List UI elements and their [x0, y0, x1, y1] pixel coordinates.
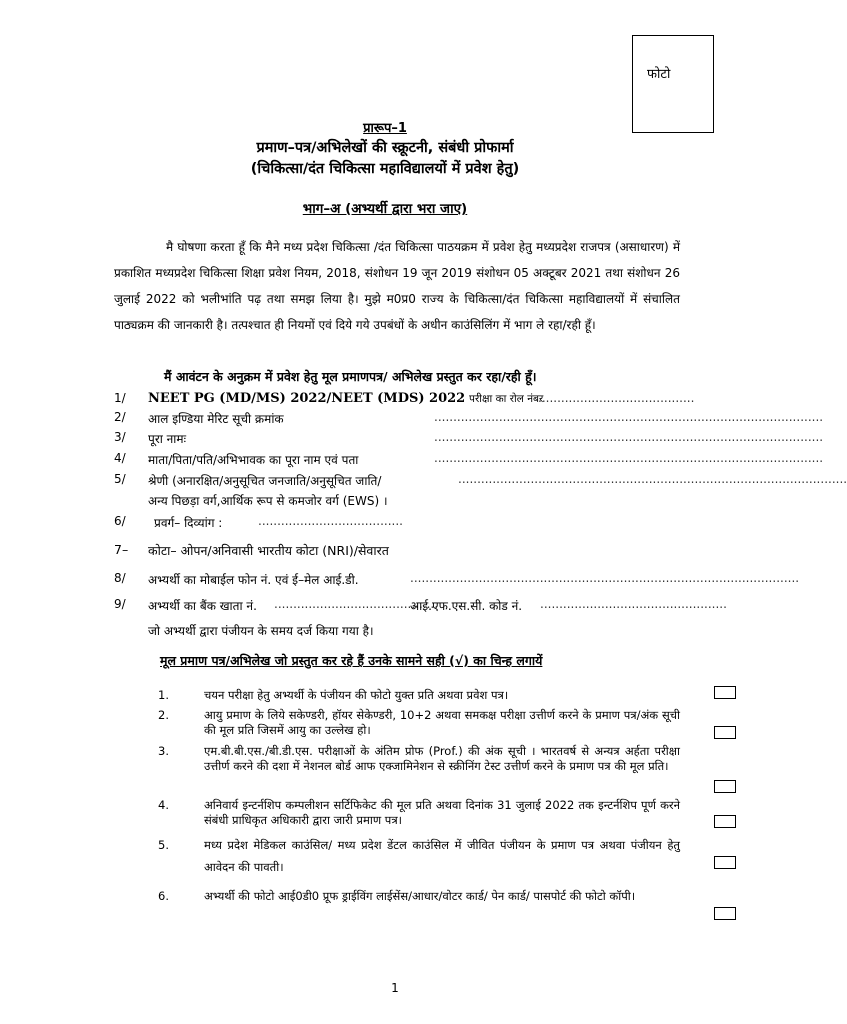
- field-number: 7–: [114, 542, 129, 557]
- field-disability: [114, 514, 680, 534]
- field-label: श्रेणी (अनारक्षित/अनुसूचित जनजाति/अनुसूचित जाति/: [148, 474, 382, 488]
- declaration-paragraph: [114, 234, 680, 338]
- item-text: अनिवार्य इन्टर्नशिप कम्पलीशन सर्टिफिकेट की मूल प्रति अथवा दिनांक 31 जुलाई 2022 तक इन्टर्नशिप पूर्ण करने संबंधी प्राधिकृत अधिकारी द्वारा जारी प्रमाण पत्र।: [204, 798, 680, 827]
- field-quota: [114, 542, 680, 562]
- checkbox[interactable]: [714, 907, 736, 920]
- part-heading: भाग–अ (अभ्यर्थी द्वारा भरा जाए): [302, 201, 468, 217]
- fill-dots[interactable]: ......................................................................................................: [434, 430, 824, 444]
- fill-dots[interactable]: ......................................................................................................: [434, 410, 824, 424]
- field-number: 2/: [114, 410, 126, 424]
- form-number: प्रारूप–1: [363, 121, 407, 136]
- field-label: माता/पिता/पति/अभिभावक का पूरा नाम एवं पता: [148, 453, 359, 467]
- item-number: 2.: [158, 708, 169, 722]
- fill-dots[interactable]: ......................................................................................................: [410, 571, 800, 585]
- fill-dots[interactable]: .........................................: [538, 391, 695, 405]
- field-label: प्रवर्ग– दिव्यांग :: [154, 516, 223, 530]
- field-number: 6/: [114, 514, 126, 528]
- checkbox[interactable]: [714, 686, 736, 699]
- checkbox[interactable]: [714, 856, 736, 869]
- field-bank-cont: [114, 622, 680, 642]
- form-title: प्रमाण–पत्र/अभिलेखों की स्क्रूटनी, संबंधी प्रोफार्मा: [256, 140, 514, 156]
- fill-dots[interactable]: .................................................: [540, 597, 727, 611]
- item-text: चयन परीक्षा हेतु अभ्यर्थी के पंजीयन की फोटो युक्त प्रति अथवा प्रवेश पत्र।: [204, 688, 509, 702]
- item-text: अभ्यर्थी की फोटो आई0डी0 प्रूफ ड्राईविंग लाईसेंस/आधार/वोटर कार्ड/ पेन कार्ड/ पासपोर्ट की फोटो कॉपी।: [204, 889, 636, 903]
- page-number: 1: [391, 981, 399, 995]
- item-number: 3.: [158, 744, 169, 758]
- fill-dots[interactable]: ......................................: [258, 514, 403, 528]
- checkbox[interactable]: [714, 815, 736, 828]
- declaration-text: मै घोषणा करता हूँ कि मैने मध्य प्रदेश चिकित्सा /दंत चिकित्सा पाठयक्रम में प्रवेश हेतु मध्यप्रदेश राजपत्र (असाधारण) में प्रकाशित मध्यप्रदेश चिकित्सा शिक्षा प्रवेश नियम, 2018, संशोधन 19 जून 2019 संशोधन 05 अक्टूबर 2021 तथा संशोधन 26 जुलाई 2022 को भलीभांति पढ़ तथा समझ लिया है। मुझे म0प्र0 राज्य के चिकित्सा/दंत चिकित्सा महाविद्यालयों में संचालित पाठ्यक्रम की जानकारी है। तत्पश्चात ही नियमों एवं दिये गये उपबंधों के अधीन काउंसिलिंग में भाग ले रहा/रही हूँ।: [114, 240, 680, 332]
- field-label: अभ्यर्थी का मोबाईल फोन नं. एवं ई–मेल आई.डी.: [148, 573, 359, 587]
- item-text: मध्य प्रदेश मेडिकल काउंसिल/ मध्य प्रदेश डेंटल काउंसिल में जीवित पंजीयन के प्रमाण पत्र अथवा पंजीयन हेतु आवेदन की पावती।: [204, 838, 680, 874]
- field-full-name: [114, 430, 824, 450]
- checklist-heading: मूल प्रमाण पत्र/अभिलेख जो प्रस्तुत कर रहे हैं उनके सामने सही (√) का चिन्ह लगायें: [160, 653, 543, 668]
- field-guardian: [114, 451, 824, 471]
- field-roll-number: [114, 391, 695, 411]
- field-category: [114, 472, 847, 492]
- field-number: 8/: [114, 571, 126, 585]
- ifsc-label: आई.एफ.एस.सी. कोड नं.: [410, 599, 523, 613]
- field-category-cont: [114, 492, 680, 512]
- field-label: अभ्यर्थी का बैंक खाता नं.: [148, 599, 257, 613]
- field-label-cont: अन्य पिछड़ा वर्ग,आर्थिक रूप से कमजोर वर्ग (EWS) ।: [148, 494, 388, 508]
- field-label: आल इण्डिया मेरिट सूची क्रमांक: [148, 412, 284, 426]
- item-text: एम.बी.बी.एस./बी.डी.एस. परीक्षाओं के अंतिम प्रोफ (Prof.) की अंक सूची । भारतवर्ष से अन्यत्र अर्हता परीक्षा उत्तीर्ण करने की दशा में नेशनल बोर्ड आफ एक्जामिनेशन से स्क्रीनिंग टेस्ट उत्तीर्ण करने के प्रमाण पत्र की मूल प्रति।: [204, 744, 680, 773]
- field-label: कोटा– ओपन/अनिवासी भारतीय कोटा (NRI)/सेवारत: [148, 543, 389, 558]
- field-bank: [114, 597, 727, 617]
- field-number: 3/: [114, 430, 126, 444]
- fill-dots[interactable]: ......................................................................................................: [434, 451, 824, 465]
- field-label-cont: जो अभ्यर्थी द्वारा पंजीयन के समय दर्ज किया गया है।: [148, 624, 374, 638]
- exam-name: NEET PG (MD/MS) 2022/NEET (MDS) 2022: [148, 391, 466, 406]
- form-subtitle: (चिकित्सा/दंत चिकित्सा महाविद्यालयों में प्रवेश हेतु): [250, 161, 520, 177]
- fill-dots[interactable]: ......................................................................................................: [458, 472, 847, 486]
- item-number: 4.: [158, 798, 169, 812]
- allotment-line: मैं आवंटन के अनुक्रम में प्रवेश हेतु मूल प्रमाणपत्र/ अभिलेख प्रस्तुत कर रहा/रही हूँ।: [164, 369, 537, 384]
- field-number: 4/: [114, 451, 126, 465]
- item-number: 1.: [158, 688, 169, 702]
- checkbox[interactable]: [714, 726, 736, 739]
- field-number: 9/: [114, 597, 126, 611]
- field-number: 5/: [114, 472, 126, 486]
- field-label: परीक्षा का रोल नंबर: [469, 393, 544, 405]
- field-number: 1/: [114, 391, 126, 405]
- checkbox[interactable]: [714, 780, 736, 793]
- field-label: पूरा नामः: [148, 432, 187, 446]
- photo-label: फोटो: [647, 67, 671, 82]
- field-contact: [114, 571, 800, 591]
- item-text: आयु प्रमाण के लिये सकेण्डरी, हॉयर सेकेण्डरी, 10+2 अथवा समकक्ष परीक्षा उत्तीर्ण करने के प्रमाण पत्र/अंक सूची की मूल प्रति जिसमें आयु का उल्लेख हो।: [204, 708, 680, 737]
- field-merit-number: [114, 410, 824, 430]
- fill-dots[interactable]: ...........................................: [274, 597, 439, 611]
- item-number: 5.: [158, 838, 169, 852]
- item-number: 6.: [158, 889, 169, 903]
